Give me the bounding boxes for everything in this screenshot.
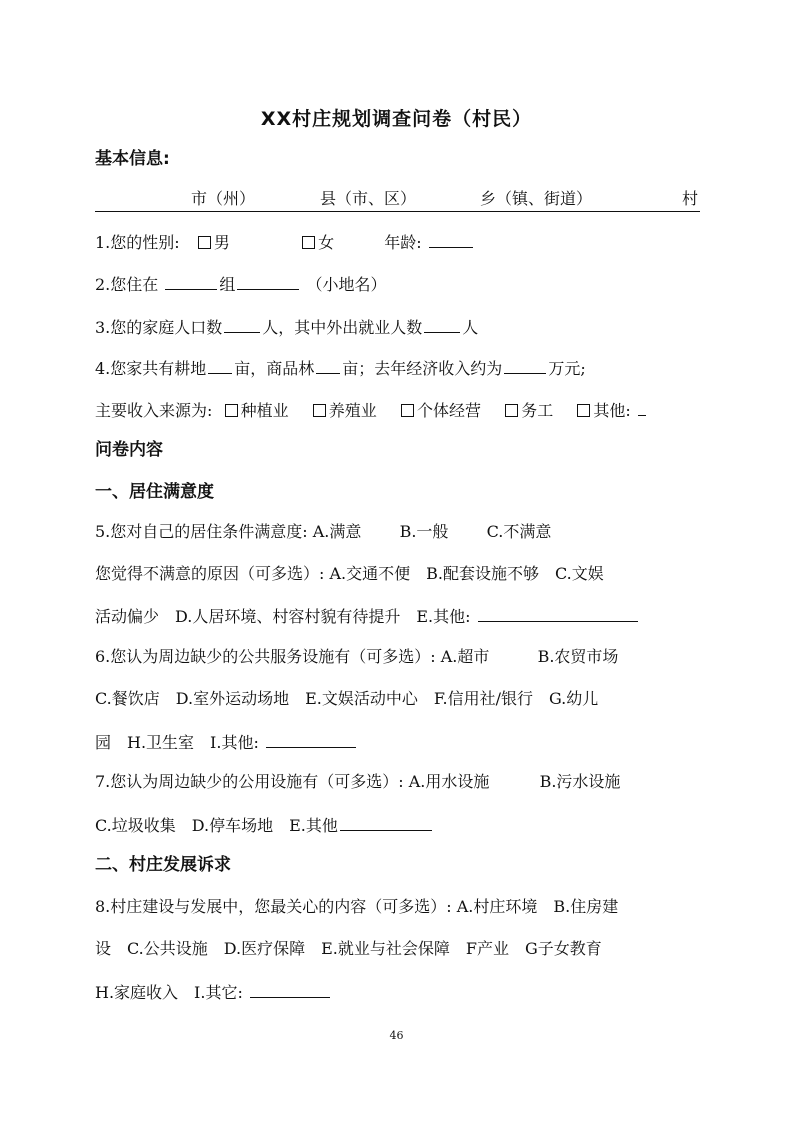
income-option-label: 养殖业 (328, 401, 377, 420)
q7-line-2: C.垃圾收集 D.停车场地 E.其他 (95, 816, 338, 835)
income-option-checkbox[interactable] (505, 404, 518, 417)
q6-line-3: 园 H.卫生室 I.其他: (95, 733, 259, 752)
q5-other-blank[interactable] (478, 603, 638, 622)
q4-mid1: 亩，商品林 (234, 359, 315, 378)
income-option-label: 其他: (593, 401, 631, 420)
q4-suffix: 万元; (548, 359, 586, 378)
question-2 (95, 271, 700, 297)
address-city: 市（州） (191, 189, 256, 208)
question-8-line-1: 8.村庄建设与发展中，您最关心的内容（可多选）: A.村庄环境 B.住房建 (95, 897, 619, 916)
section-2-heading: 二、村庄发展诉求 (95, 855, 231, 875)
q2-suffix: （小地名） (306, 275, 387, 294)
q5-line-3: 活动偏少 D.人居环境、村容村貌有待提升 E.其他: (95, 607, 471, 626)
income-blank[interactable] (504, 355, 546, 374)
question-5-line-2: 您觉得不满意的原因（可多选）: A.交通不便 B.配套设施不够 C.文娱 (95, 564, 604, 583)
migrant-workers-blank[interactable] (424, 314, 460, 333)
q4-mid2: 亩；去年经济收入约为 (342, 359, 503, 378)
age-blank[interactable] (429, 229, 473, 248)
income-option-checkbox[interactable] (313, 404, 326, 417)
question-8-line-3 (95, 979, 700, 1005)
q4-prefix: 4.您家共有耕地 (95, 359, 207, 378)
q5-line-1: 5.您对自己的居住条件满意度: A.满意 (95, 522, 362, 541)
farmland-blank[interactable] (208, 355, 232, 374)
income-other-blank[interactable] (638, 397, 646, 416)
income-option-checkbox[interactable] (401, 404, 414, 417)
q7-line-1b: B.污水设施 (539, 772, 621, 791)
age-label: 年龄: (384, 233, 422, 252)
q2-prefix: 2.您住在 (95, 275, 159, 294)
q5-option-c: C.不满意 (486, 522, 552, 541)
question-7-line-1 (95, 770, 700, 794)
question-4 (95, 355, 700, 381)
content-heading: 问卷内容 (95, 440, 163, 460)
q6-other-blank[interactable] (266, 729, 356, 748)
address-line (95, 187, 700, 212)
income-option-checkbox[interactable] (577, 404, 590, 417)
basic-info-heading: 基本信息: (95, 149, 170, 169)
q7-line-1a: 7.您认为周边缺少的公用设施有（可多选）: A.用水设施 (95, 772, 490, 791)
address-village: 村 (682, 189, 699, 208)
male-checkbox[interactable] (198, 236, 211, 249)
question-5-line-1 (95, 520, 700, 544)
page-number: 46 (389, 1029, 404, 1042)
q6-line-1b: B.农贸市场 (537, 647, 619, 666)
forest-blank[interactable] (316, 355, 340, 374)
address-county: 县（市、区） (320, 189, 417, 208)
income-prefix: 主要收入来源为: (95, 401, 213, 420)
section-1-heading: 一、居住满意度 (95, 482, 214, 502)
income-option-label: 个体经营 (417, 401, 482, 420)
q1-prefix: 1.您的性别: (95, 233, 180, 252)
page-title: XX村庄规划调查问卷（村民） (260, 108, 533, 130)
male-label: 男 (213, 233, 230, 252)
q6-line-1a: 6.您认为周边缺少的公共服务设施有（可多选）: A.超市 (95, 647, 490, 666)
income-option-label: 务工 (521, 401, 554, 420)
question-5-line-3 (95, 603, 700, 629)
q3-mid: 人，其中外出就业人数 (262, 318, 423, 337)
q8-other-blank[interactable] (250, 979, 330, 998)
q3-suffix: 人 (462, 318, 479, 337)
question-8-line-2: 设 C.公共设施 D.医疗保障 E.就业与社会保障 F产业 G子女教育 (95, 939, 602, 958)
question-6-line-3 (95, 729, 700, 755)
income-option-label: 种植业 (240, 401, 289, 420)
income-option-checkbox[interactable] (225, 404, 238, 417)
q2-group: 组 (219, 275, 236, 294)
female-label: 女 (318, 233, 335, 252)
question-6-line-2: C.餐饮店 D.室外运动场地 E.文娱活动中心 F.信用社/银行 G.幼儿 (95, 689, 599, 708)
q5-option-b: B.一般 (399, 522, 449, 541)
income-sources (95, 397, 700, 423)
question-7-line-2 (95, 812, 700, 838)
question-3 (95, 314, 700, 340)
female-checkbox[interactable] (302, 236, 315, 249)
question-1 (95, 229, 700, 255)
place-name-blank[interactable] (237, 271, 299, 290)
q7-other-blank[interactable] (340, 812, 432, 831)
question-6-line-1 (95, 645, 700, 669)
q3-prefix: 3.您的家庭人口数 (95, 318, 223, 337)
household-size-blank[interactable] (224, 314, 260, 333)
group-blank[interactable] (165, 271, 217, 290)
address-township: 乡（镇、街道） (480, 189, 593, 208)
q8-line-3: H.家庭收入 I.其它: (95, 983, 243, 1002)
